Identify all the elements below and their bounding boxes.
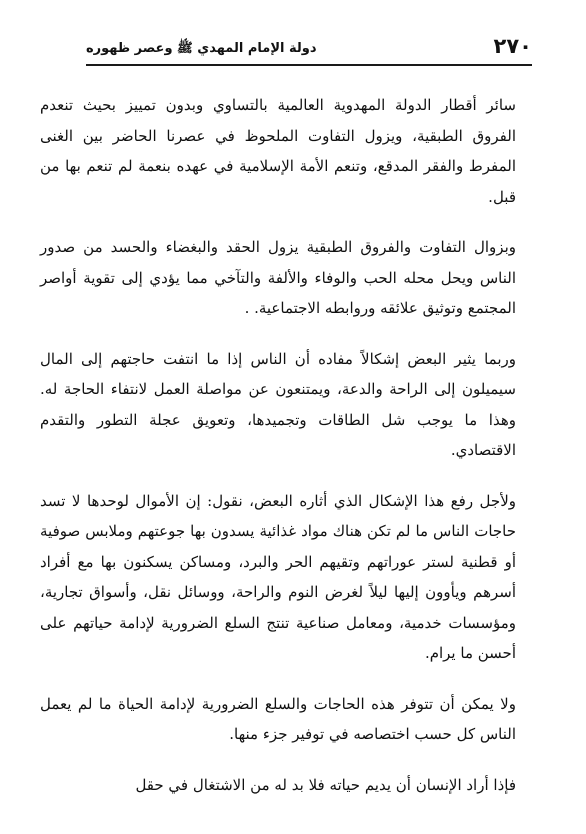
paragraph: سائر أقطار الدولة المهدوية العالمية بالتساوي وبدون تمييز بحيث تنعدم الفروق الطبقية، ويزول التفاوت الملحوظ في عصرنا الحاضر بين الغنى المفرط والفقر المدقع، وتنعم الأمة الإسلامية في عهده بنعمة لم تنعم بها من قبل.: [40, 96, 516, 206]
running-title: دولة الإمام المهدي ﷺ وعصر ظهوره: [86, 41, 317, 56]
body-text: [40, 90, 516, 820]
paragraph: وربما يثير البعض إشكالاً مفاده أن الناس إذا ما انتفت حاجتهم إلى المال سيميلون إلى الراحة والدعة، ويمتنعون عن مواصلة العمل لانتفاء الحاجة له. وهذا ما يوجب شل الطاقات وتجميدها، وتعويق عجلة التطور والتقدم الاقتصادي.: [40, 349, 516, 459]
paragraph: فإذا أراد الإنسان أن يديم حياته فلا بد له من الاشتغال في حقل: [135, 775, 516, 794]
paragraph: ولأجل رفع هذا الإشكال الذي أثاره البعض، نقول: إن الأموال لوحدها لا تسد حاجات الناس ما لم تكن هناك مواد غذائية يسدون بها جوعتهم وملابس صوفية أو قطنية لستر عوراتهم وتقيهم الحر والبرد، ومساكن يسكنون بها مع أفراد أسرهم ويأوون إليها ليلاً لغرض النوم والراحة، ووسائل نقل، وأسواق تجارية، ومؤسسات خدمية، ومعامل صناعية تنتج السلع الضرورية لإدامة حياتهم على أحسن ما يرام.: [40, 491, 516, 662]
page-header: [86, 36, 532, 66]
paragraph: ولا يمكن أن تتوفر هذه الحاجات والسلع الضرورية لإدامة الحياة ما لم يعمل الناس كل حسب اختصاصه في توفير جزء منها.: [40, 694, 516, 743]
paragraph: وبزوال التفاوت والفروق الطبقية يزول الحقد والبغضاء والحسد من صدور الناس ويحل محله الحب والوفاء والألفة والتآخي مما يؤدي إلى تقوية أواصر المجتمع وتوثيق علائقه وروابطه الاجتماعية. .: [40, 238, 516, 317]
page-number: ٢٧٠: [493, 34, 532, 58]
